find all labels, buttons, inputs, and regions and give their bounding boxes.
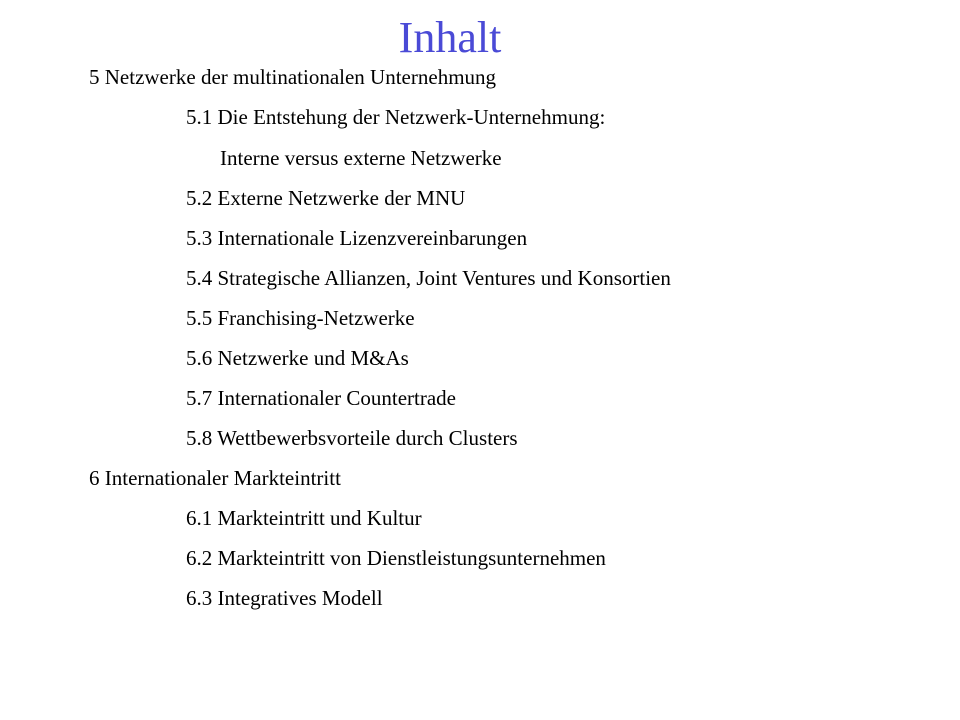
toc-section-5-4: 5.4 Strategische Allianzen, Joint Ventures und Konsortien <box>186 266 671 290</box>
toc-section-5-1-continued: Interne versus externe Netzwerke <box>220 146 502 170</box>
page-title: Inhalt <box>398 13 502 62</box>
toc-section-5-2: 5.2 Externe Netzwerke der MNU <box>186 186 466 210</box>
toc-section-6-1: 6.1 Markteintritt und Kultur <box>186 506 422 530</box>
toc-section-5-7: 5.7 Internationaler Countertrade <box>186 386 456 410</box>
toc-section-6-3: 6.3 Integratives Modell <box>186 586 383 610</box>
toc-section-5-8: 5.8 Wettbewerbsvorteile durch Clusters <box>186 426 518 450</box>
toc-chapter-5: 5 Netzwerke der multinationalen Unternehmung <box>89 65 497 89</box>
toc-section-5-6: 5.6 Netzwerke und M&As <box>186 346 409 370</box>
toc-section-5-5: 5.5 Franchising-Netzwerke <box>186 306 415 330</box>
toc-chapter-6: 6 Internationaler Markteintritt <box>89 466 341 490</box>
toc-section-6-2: 6.2 Markteintritt von Dienstleistungsunternehmen <box>186 546 606 570</box>
toc-section-5-3: 5.3 Internationale Lizenzvereinbarungen <box>186 226 528 250</box>
toc-section-5-1: 5.1 Die Entstehung der Netzwerk-Unternehmung: <box>186 105 606 129</box>
